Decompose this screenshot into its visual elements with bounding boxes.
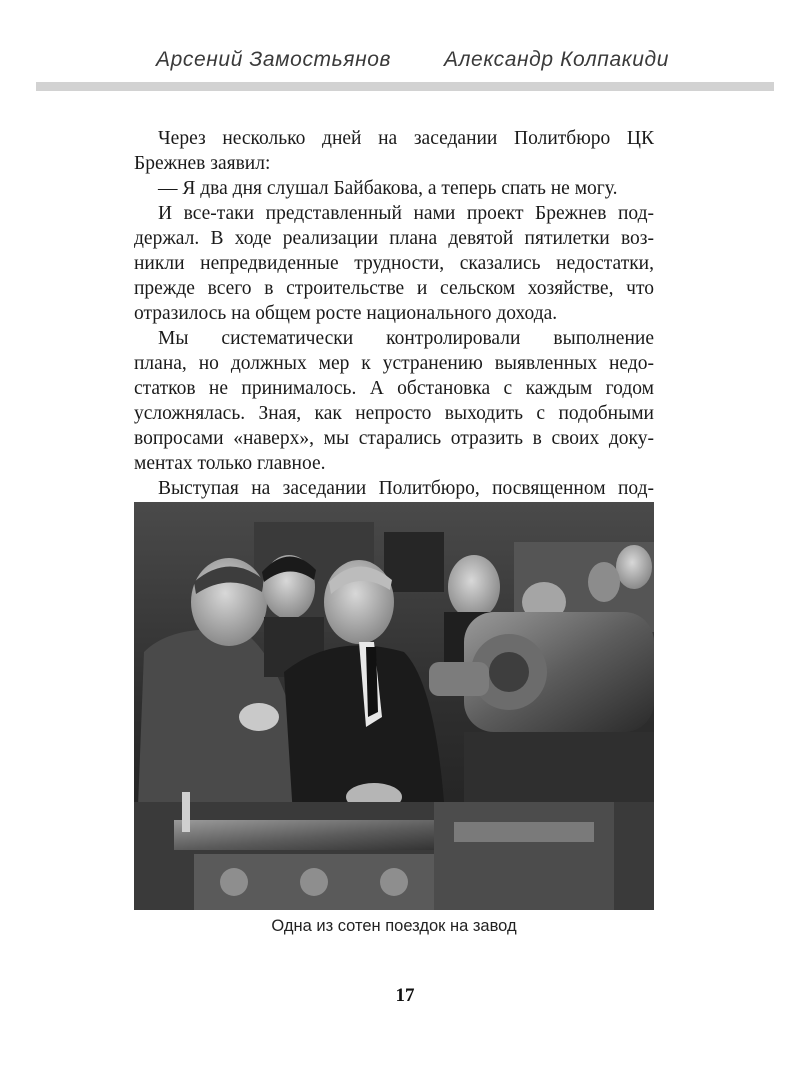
header-rule: [36, 82, 774, 91]
running-head: [36, 40, 774, 76]
text-line: плана, но должных мер к устранению выявленных недо-: [134, 353, 654, 374]
header-author-1: Арсений Замостьянов: [156, 48, 392, 71]
text-line: статков не принималось. А обстановка с каждым годом: [134, 378, 654, 399]
text-line: Брежнев заявил:: [134, 153, 271, 174]
text-line: прежде всего в строительстве и сельском хозяйстве, что: [134, 278, 654, 299]
text-line: усложнялась. Зная, как непросто выходить с подобными: [134, 403, 654, 424]
header-author-2: Александр Колпакиди: [444, 48, 670, 71]
text-line: вопросами «наверх», мы старались отразить в своих доку-: [134, 428, 654, 449]
text-line: Выступая на заседании Политбюро, посвященном под-: [158, 478, 654, 499]
text-line: Через несколько дней на заседании Политбюро ЦК: [158, 128, 654, 149]
text-line: Мы систематически контролировали выполнение: [158, 328, 654, 349]
text-line: ментах только главное.: [134, 453, 326, 474]
text-line: отразилось на общем росте национального дохода.: [134, 303, 558, 324]
text-line: никли непредвиденные трудности, сказались недостатки,: [134, 253, 654, 274]
page-number: 17: [395, 985, 415, 1006]
text-line: держал. В ходе реализации плана девятой пятилетки воз-: [134, 228, 654, 249]
photo-caption: Одна из сотен поездок на завод: [271, 917, 517, 935]
body-text: [134, 126, 654, 526]
text-line: — Я два дня слушал Байбакова, а теперь спать не могу.: [158, 178, 618, 199]
text-line: И все-таки представленный нами проект Брежнев под-: [158, 203, 654, 224]
photo-illustration: [134, 502, 654, 910]
factory-visit-photo: [134, 502, 654, 910]
